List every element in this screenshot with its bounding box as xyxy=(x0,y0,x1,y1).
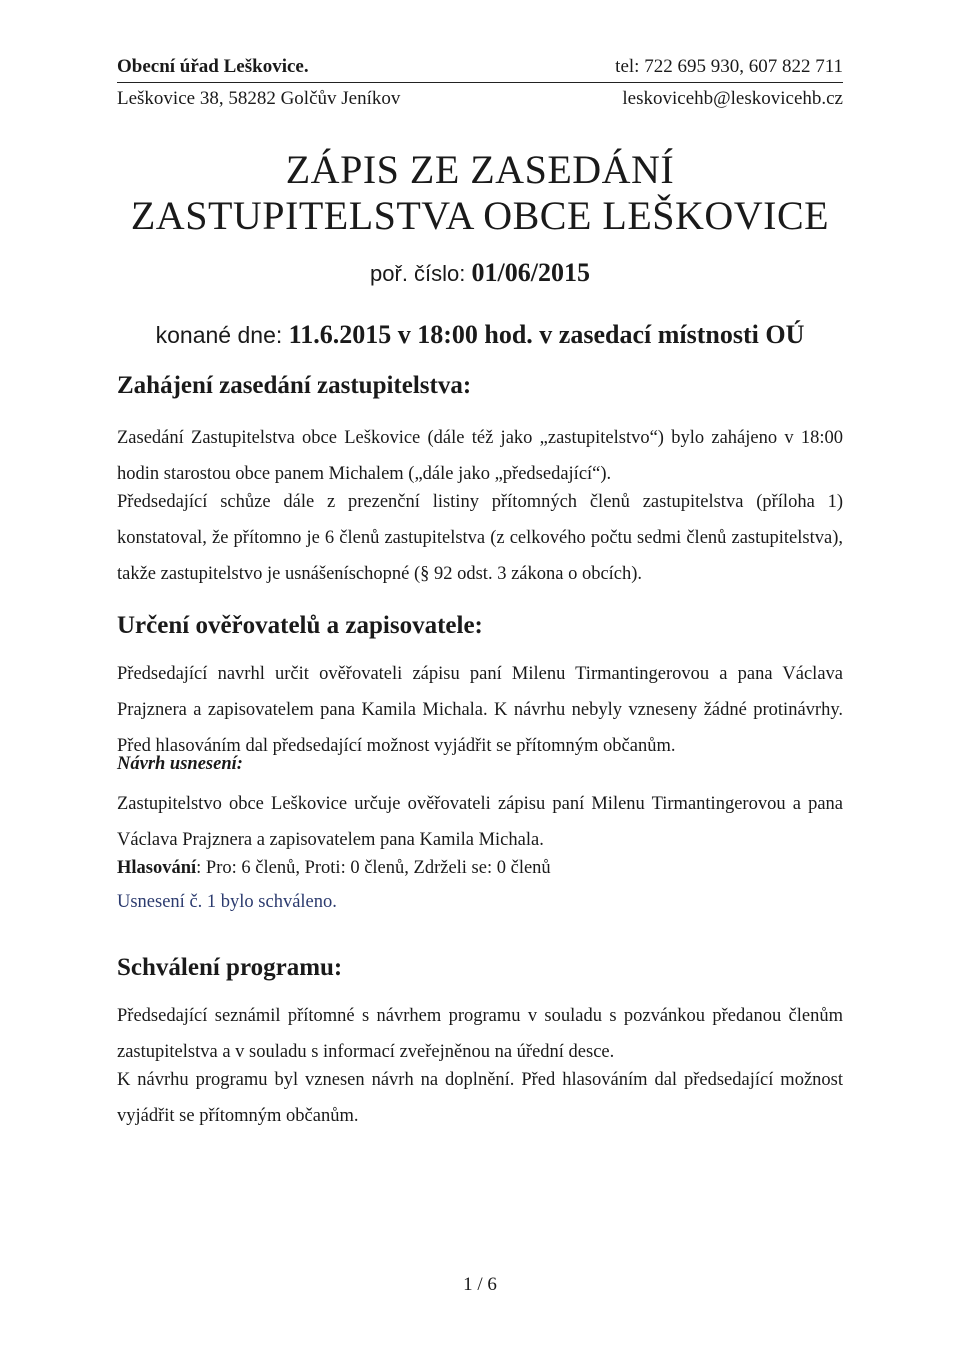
vote-result xyxy=(117,850,843,886)
section-heading-programme: Schválení programu: xyxy=(117,954,343,981)
document-title-line1: ZÁPIS ZE ZASEDÁNÍ xyxy=(285,147,675,192)
meeting-date-label: konané dne: xyxy=(155,322,289,348)
record-number xyxy=(0,258,960,288)
section-programme-paragraph-1: Předsedající seznámil přítomné s návrhem programu v souladu s pozvánkou předanou členům zastupitelstva a v souladu s informací zveřejněnou na úřední desce. xyxy=(117,1006,843,1062)
office-name: Obecní úřad Leškovice. xyxy=(117,56,309,77)
proposal-label: Návrh usnesení: xyxy=(117,754,243,774)
office-address: Leškovice 38, 58282 Golčův Jeníkov xyxy=(117,88,401,109)
record-number-value: 01/06/2015 xyxy=(471,258,590,287)
vote-label: Hlasování xyxy=(117,858,197,878)
document-title-line2: ZASTUPITELSTVA OBCE LEŠKOVICE xyxy=(130,193,830,238)
record-number-label: poř. číslo: xyxy=(370,261,472,286)
page-number: 1 / 6 xyxy=(463,1274,497,1295)
section-programme-paragraph-2: K návrhu programu byl vznesen návrh na doplnění. Před hlasováním dal předsedající možnost vyjádřit se přítomným občanům. xyxy=(117,1070,843,1126)
section-verifiers-paragraph-1: Předsedající navrhl určit ověřovateli zápisu paní Milenu Tirmantingerovou a pana Václava Prajznera a zapisovatelem pana Kamila Michala. K návrhu nebyly vzneseny žádné protinávrhy. Před hlasováním dal předsedající možnost vyjádřit se přítomným občanům. xyxy=(117,664,843,756)
header-divider xyxy=(117,82,843,83)
section-heading-verifiers: Určení ověřovatelů a zapisovatele: xyxy=(117,612,483,639)
section-verifiers-paragraph-2: Zastupitelstvo obce Leškovice určuje ověřovateli zápisu paní Milenu Tirmantingerovou a pana Václava Prajznera a zapisovatelem pana Kamila Michala. xyxy=(117,794,843,850)
meeting-date-value: 11.6.2015 v 18:00 hod. v zasedací místnosti OÚ xyxy=(288,320,805,349)
vote-text: : Pro: 6 členů, Proti: 0 členů, Zdrželi se: 0 členů xyxy=(196,858,551,878)
section-opening-paragraph-2: Předsedající schůze dále z prezenční listiny přítomných členů zastupitelstva (příloha 1) konstatoval, že přítomno je 6 členů zastupitelstva (z celkového počtu sedmi členů zastupitelstva), takže zastupitelstvo je usnášeníschopné (§ 92 odst. 3 zákona o obcích). xyxy=(117,492,843,584)
meeting-date xyxy=(0,320,960,350)
header-row-bottom xyxy=(117,88,843,110)
section-heading-opening: Zahájení zasedání zastupitelstva: xyxy=(117,372,472,399)
header-row-top xyxy=(117,56,843,78)
section-opening-paragraph-1: Zasedání Zastupitelstva obce Leškovice (dále též jako „zastupitelstvo“) bylo zahájeno v 18:00 hodin starostou obce panem Michalem („dále jako „předsedající“). xyxy=(117,428,843,484)
office-email: leskovicehb@leskovicehb.cz xyxy=(622,88,843,109)
resolution-status: Usnesení č. 1 bylo schváleno. xyxy=(117,892,337,912)
office-phone: tel: 722 695 930, 607 822 711 xyxy=(615,56,843,77)
